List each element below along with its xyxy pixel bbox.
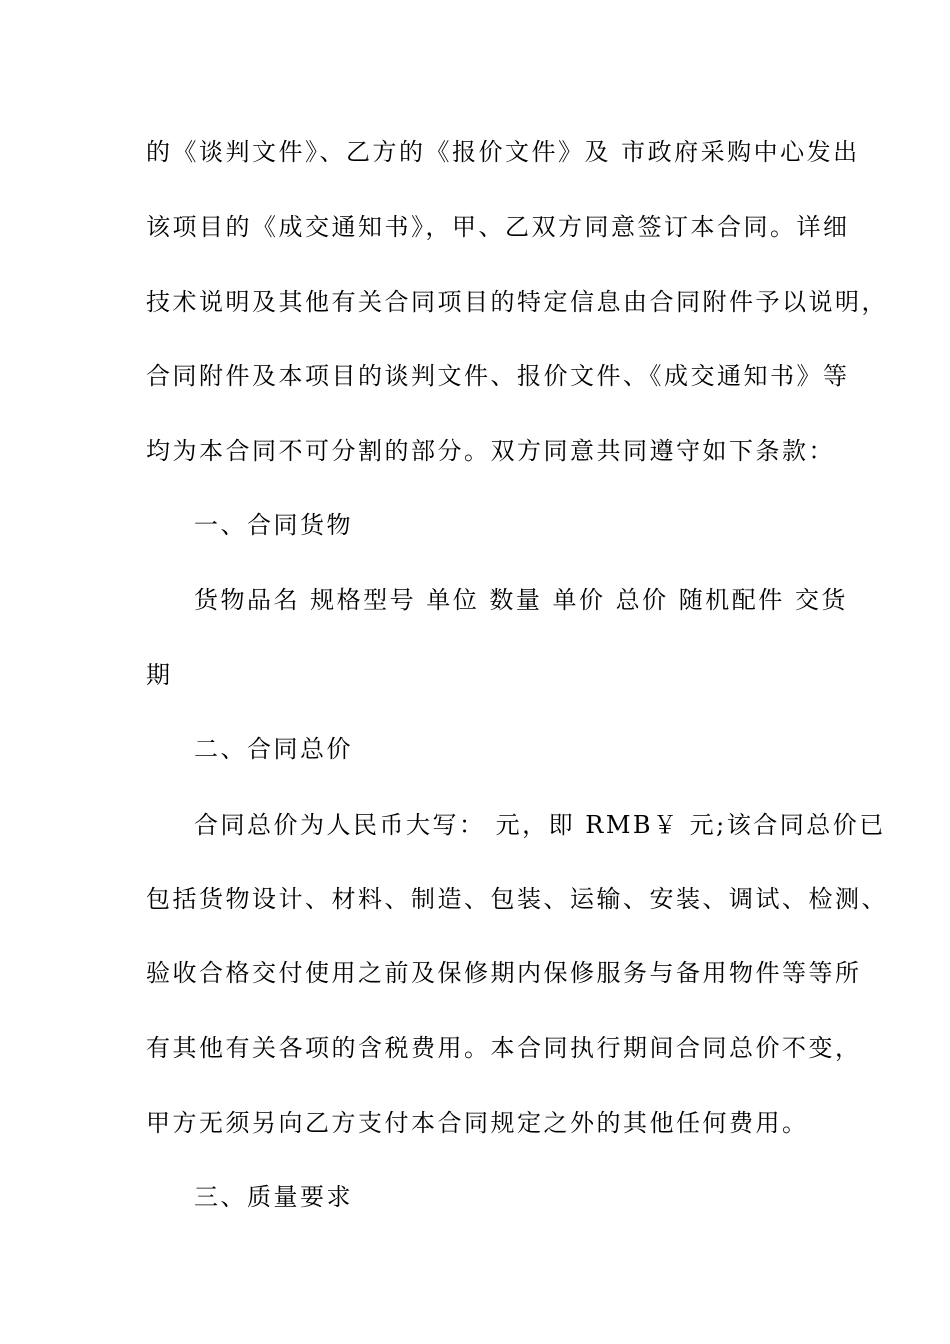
section-heading-goods: 一、合同货物	[194, 511, 353, 539]
goods-columns-line: 货物品名 规格型号 单位 数量 单价 总价 随机配件 交货	[194, 586, 848, 614]
section-heading-total-price: 二、合同总价	[194, 735, 353, 763]
body-text-line: 合同总价为人民币大写： 元，即 RMB￥ 元;该合同总价已	[194, 811, 886, 839]
body-text-line: 甲方无须另向乙方支付本合同规定之外的其他任何费用。	[146, 1109, 809, 1137]
body-text-line: 有其他有关各项的含税费用。本合同执行期间合同总价不变，	[146, 1034, 862, 1062]
body-text-line: 的《谈判文件》、乙方的《报价文件》及 市政府采购中心发出	[146, 138, 860, 166]
body-text-line: 均为本合同不可分割的部分。双方同意共同遵守如下条款：	[146, 437, 835, 465]
body-text-line: 包括货物设计、材料、制造、包装、运输、安装、调试、检测、	[146, 885, 888, 913]
body-text-line: 期	[146, 661, 173, 689]
body-text-line: 验收合格交付使用之前及保修期内保修服务与备用物件等等所	[146, 959, 862, 987]
body-text-line: 技术说明及其他有关合同项目的特定信息由合同附件予以说明，	[146, 288, 888, 316]
body-text-line: 该项目的《成交通知书》，甲、乙双方同意签订本合同。详细	[146, 213, 850, 241]
section-heading-quality: 三、质量要求	[194, 1183, 353, 1211]
body-text-line: 合同附件及本项目的谈判文件、报价文件、《成交通知书》等	[146, 362, 850, 390]
